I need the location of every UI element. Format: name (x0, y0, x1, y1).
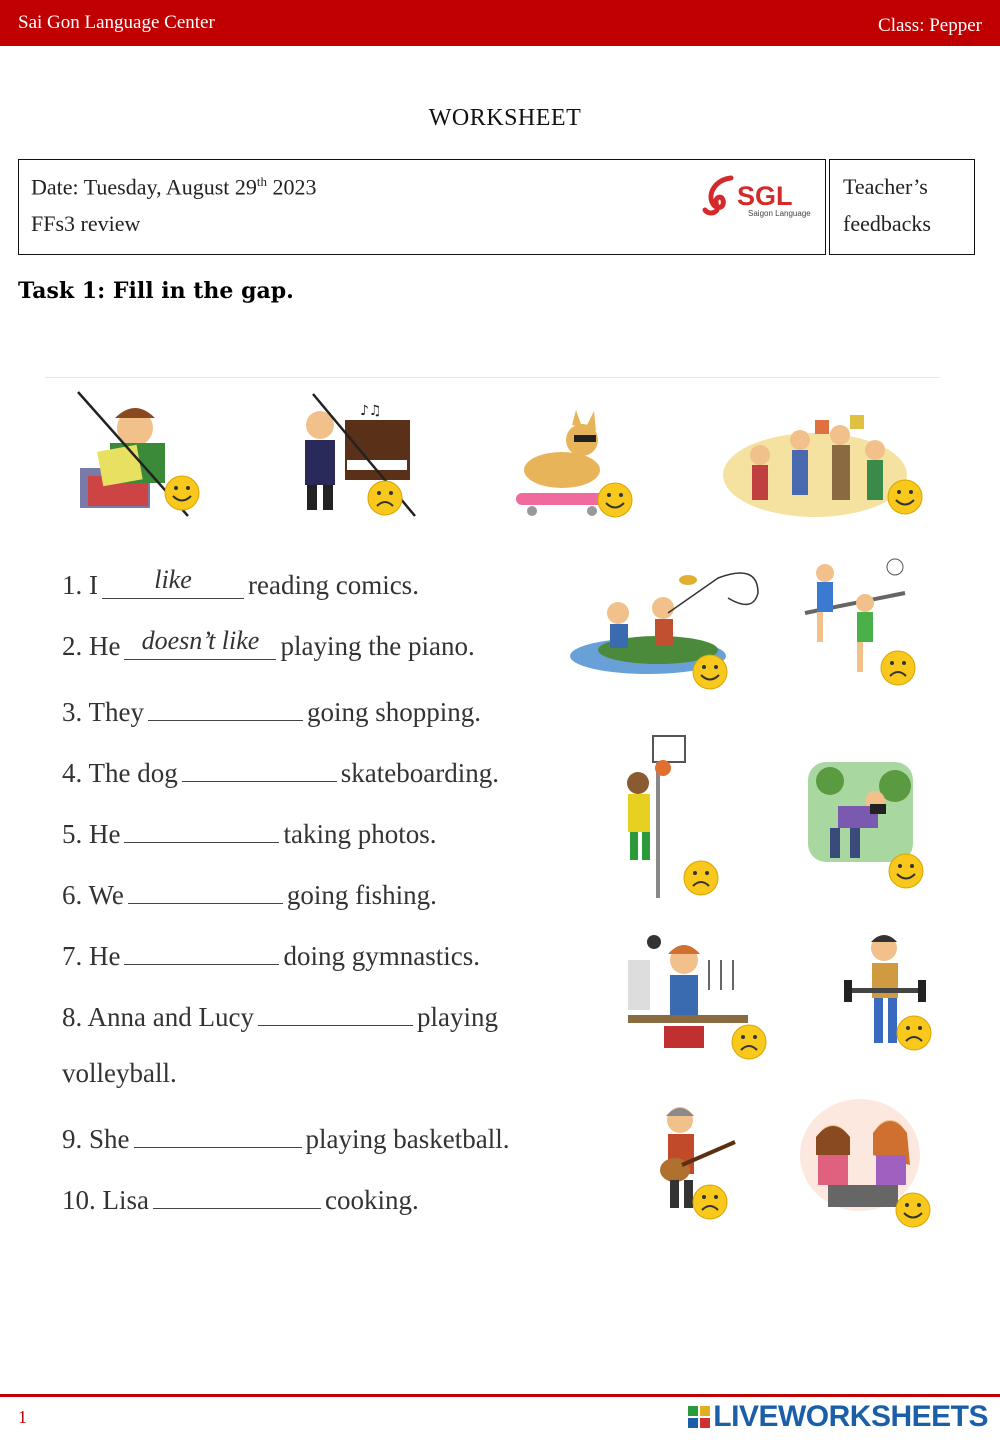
feedback-label-1: Teacher’s (843, 174, 928, 199)
playing-guitar-picture (640, 1100, 758, 1225)
answer-blank-8[interactable] (258, 997, 413, 1026)
happy-face-icon (896, 1193, 930, 1227)
sad-face-icon (881, 651, 915, 685)
cooking-picture (624, 930, 770, 1065)
class-name: Class: Pepper (878, 15, 982, 36)
happy-face-icon (888, 480, 922, 514)
sentence-3: 3. They going shopping. (62, 692, 481, 728)
sad-face-icon (684, 861, 718, 895)
taking-photos-picture (800, 756, 927, 896)
sentence-1: 1. I like reading comics. (62, 565, 419, 600)
sad-face-icon (732, 1025, 766, 1059)
answer-blank-3[interactable] (148, 692, 303, 721)
doing-gymnastics-picture (842, 928, 934, 1056)
date-line: Date: Tuesday, August 29th 2023 (31, 174, 317, 200)
playing-basketball-picture (598, 728, 750, 903)
sentence-8-continued: volleyball. (62, 1058, 177, 1088)
sentence-4: 4. The dog skateboarding. (62, 753, 499, 789)
sad-face-icon (897, 1016, 931, 1050)
sentence-5: 5. He taking photos. (62, 814, 436, 850)
reading-comics-picture (70, 388, 210, 523)
sad-face-icon (368, 481, 402, 515)
sentence-6: 6. We going fishing. (62, 875, 437, 911)
happy-face-icon (889, 854, 923, 888)
happy-face-icon (598, 483, 632, 517)
answer-blank-6[interactable] (128, 875, 283, 904)
happy-face-icon (693, 655, 727, 689)
footer-divider (0, 1394, 1000, 1397)
lesson-line: FFs3 review (31, 211, 141, 236)
sentence-9: 9. She playing basketball. (62, 1119, 509, 1155)
task-heading: Task 1: Fill in the gap. (18, 278, 294, 304)
svg-text:SGL: SGL (737, 181, 793, 211)
liveworksheets-logo-icon (688, 1406, 710, 1428)
svg-text:♪♫: ♪♫ (360, 403, 382, 419)
going-fishing-picture (568, 568, 764, 693)
liveworksheets-brand: LIVEWORKSHEETS (688, 1400, 988, 1434)
answer-blank-5[interactable] (124, 814, 279, 843)
divider (45, 377, 940, 378)
answer-blank-9[interactable] (134, 1119, 302, 1148)
sad-face-icon (693, 1185, 727, 1219)
answer-blank-2[interactable]: doesn’t like (124, 631, 276, 660)
sentence-2: 2. He doesn’t like playing the piano. (62, 626, 475, 661)
feedback-label-2: feedbacks (843, 211, 931, 236)
svg-text:Saigon Language: Saigon Language (748, 209, 811, 218)
page-title: WORKSHEET (428, 105, 582, 131)
answer-blank-7[interactable] (124, 936, 279, 965)
teacher-feedback-box (829, 159, 975, 255)
sentence-7: 7. He doing gymnastics. (62, 936, 480, 972)
answer-blank-1[interactable]: like (102, 570, 244, 599)
answer-blank-10[interactable] (153, 1180, 321, 1209)
center-name: Sai Gon Language Center (18, 12, 215, 33)
answer-blank-4[interactable] (182, 753, 337, 782)
sgl-logo (701, 172, 811, 222)
sentence-8: 8. Anna and Lucy playing (62, 997, 498, 1033)
playing-piano-picture (285, 390, 425, 520)
header-bar (0, 0, 1000, 46)
info-box (18, 159, 826, 255)
playing-chess-picture (798, 1095, 936, 1235)
happy-face-icon (165, 476, 199, 510)
page-number: 1 (18, 1407, 27, 1427)
going-shopping-picture (720, 400, 925, 525)
dog-skateboarding-picture (512, 405, 637, 523)
sentence-10: 10. Lisa cooking. (62, 1180, 419, 1216)
playing-volleyball-picture (795, 553, 920, 693)
